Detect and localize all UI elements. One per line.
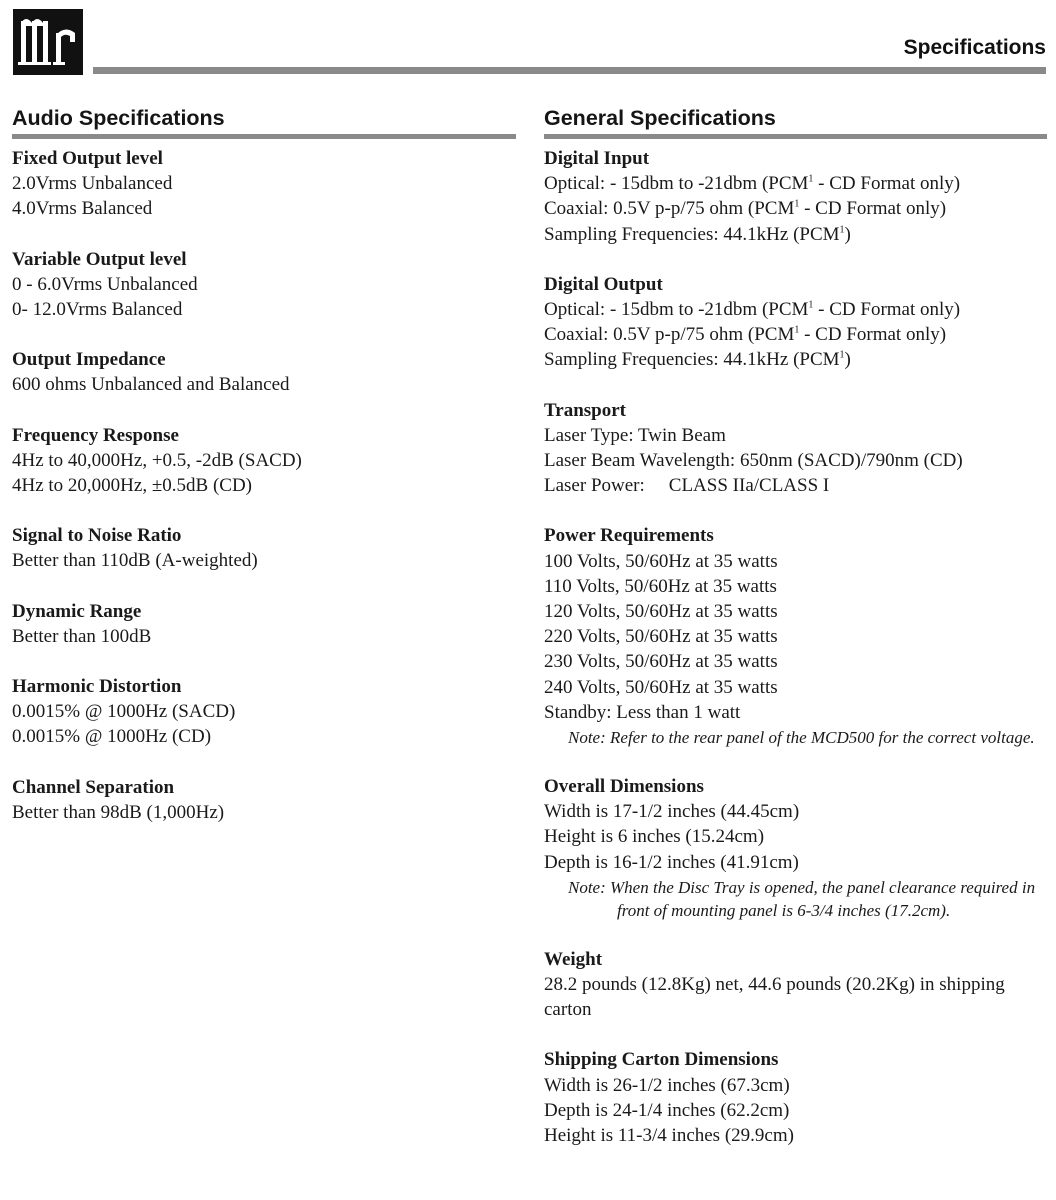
- spec-title: Frequency Response: [12, 424, 179, 446]
- spec-line: 2.0Vrms Unbalanced: [12, 173, 173, 195]
- spec-line-sampling: Sampling Frequencies: 44.1kHz (PCM$^1$): [544, 223, 851, 245]
- audio-specifications-heading: Audio Specifications: [12, 106, 225, 130]
- audio-specifications-column: [12, 104, 516, 850]
- spec-title: Weight: [544, 948, 603, 970]
- spec-line: 110 Volts, 50/60Hz at 35 watts: [544, 575, 777, 597]
- spec-line: 120 Volts, 50/60Hz at 35 watts: [544, 601, 778, 623]
- spec-dynamic-range: [12, 599, 516, 649]
- spec-line: 4.0Vrms Balanced: [12, 198, 153, 220]
- general-heading-rule: [544, 134, 1047, 139]
- spec-transport: [544, 398, 1047, 499]
- spec-line: Better than 110dB (A-weighted): [12, 550, 258, 572]
- spec-title: Dynamic Range: [12, 600, 142, 622]
- spec-power-requirements: [544, 523, 1047, 749]
- spec-digital-output: [544, 272, 1047, 373]
- spec-title: Harmonic Distortion: [12, 676, 182, 698]
- spec-line: 0 - 6.0Vrms Unbalanced: [12, 273, 198, 295]
- spec-line-optical: Optical: - 15dbm to -21dbm (PCM$^1$ - CD Format only): [544, 173, 961, 195]
- spec-line: Standby: Less than 1 watt: [544, 701, 741, 723]
- spec-digital-input: [544, 146, 1047, 247]
- footnote-marker: 1: [839, 224, 845, 236]
- spec-line: Width is 26-1/2 inches (67.3cm): [544, 1074, 790, 1096]
- spec-line: 0- 12.0Vrms Balanced: [12, 299, 183, 321]
- spec-line: Better than 98dB (1,000Hz): [12, 801, 225, 823]
- spec-line: 230 Volts, 50/60Hz at 35 watts: [544, 651, 778, 673]
- page-title: Specifications: [903, 36, 1046, 59]
- spec-line: Width is 17-1/2 inches (44.45cm): [544, 801, 800, 823]
- spec-line: Depth is 16-1/2 inches (41.91cm): [544, 851, 799, 873]
- spec-line-optical: Optical: - 15dbm to -21dbm (PCM$^1$ - CD Format only): [544, 299, 961, 321]
- spec-line-laser-power: Laser Power: CLASS IIa/CLASS I: [544, 475, 830, 497]
- spec-title: Channel Separation: [12, 776, 175, 798]
- spec-channel-separation: [12, 775, 516, 825]
- spec-line-sampling: Sampling Frequencies: 44.1kHz (PCM$^1$): [544, 349, 851, 371]
- spec-title: Digital Output: [544, 273, 663, 295]
- spec-shipping-carton-dimensions: [544, 1047, 1047, 1148]
- spec-weight: [544, 947, 1047, 1023]
- spec-line: 220 Volts, 50/60Hz at 35 watts: [544, 626, 778, 648]
- spec-title: Output Impedance: [12, 349, 166, 371]
- footnote-marker: 1: [808, 299, 814, 311]
- spec-title: Variable Output level: [12, 248, 187, 270]
- mc-logo-icon: [13, 9, 83, 75]
- footnote-marker: 1: [794, 324, 800, 336]
- footnote-marker: 1: [808, 173, 814, 185]
- dimensions-note: Note: When the Disc Tray is opened, the panel clearance required in front of mounting panel is 6-3/4 inches (17.2cm).: [568, 877, 1036, 920]
- spec-title: Digital Input: [544, 148, 650, 169]
- spec-line: Depth is 24-1/4 inches (62.2cm): [544, 1099, 790, 1121]
- spec-line: 28.2 pounds (12.8Kg) net, 44.6 pounds (20.2Kg) in shipping carton: [544, 974, 1005, 1021]
- general-specifications-column: [544, 104, 1047, 1173]
- spec-line: 240 Volts, 50/60Hz at 35 watts: [544, 676, 778, 698]
- spec-line-coaxial: Coaxial: 0.5V p-p/75 ohm (PCM$^1$ - CD Format only): [544, 324, 947, 346]
- spec-overall-dimensions: [544, 774, 1047, 922]
- spec-title: Overall Dimensions: [544, 776, 704, 798]
- spec-line: Laser Type: Twin Beam: [544, 424, 726, 446]
- power-note: Note: Refer to the rear panel of the MCD500 for the correct voltage.: [568, 728, 1035, 748]
- spec-line: 0.0015% @ 1000Hz (SACD): [12, 701, 236, 723]
- spec-title: Fixed Output level: [12, 148, 163, 169]
- footnote-marker: 1: [794, 199, 800, 211]
- spec-title: Shipping Carton Dimensions: [544, 1049, 779, 1071]
- spec-frequency-response: [12, 423, 516, 499]
- spec-line: 0.0015% @ 1000Hz (CD): [12, 726, 212, 748]
- spec-title: Transport: [544, 399, 626, 421]
- spec-line: 100 Volts, 50/60Hz at 35 watts: [544, 550, 778, 572]
- spec-signal-to-noise-ratio: [12, 523, 516, 573]
- spec-line: 4Hz to 20,000Hz, ±0.5dB (CD): [12, 475, 252, 497]
- spec-line: 600 ohms Unbalanced and Balanced: [12, 374, 290, 396]
- spec-output-impedance: [12, 347, 516, 397]
- spec-line: Laser Beam Wavelength: 650nm (SACD)/790nm (CD): [544, 450, 963, 472]
- spec-harmonic-distortion: [12, 674, 516, 750]
- spec-line-coaxial: Coaxial: 0.5V p-p/75 ohm (PCM$^1$ - CD Format only): [544, 198, 947, 220]
- spec-title: Signal to Noise Ratio: [12, 525, 182, 547]
- header-rule: [93, 67, 1046, 74]
- spec-line: Height is 6 inches (15.24cm): [544, 826, 765, 848]
- general-specifications-heading: General Specifications: [544, 106, 776, 130]
- spec-line: Height is 11-3/4 inches (29.9cm): [544, 1125, 794, 1147]
- spec-line: 4Hz to 40,000Hz, +0.5, -2dB (SACD): [12, 449, 302, 471]
- spec-title: Power Requirements: [544, 525, 714, 547]
- audio-heading-rule: [12, 134, 516, 139]
- spec-line: Better than 100dB: [12, 625, 152, 647]
- spec-variable-output-level: [12, 247, 516, 323]
- spec-fixed-output-level: [12, 146, 516, 222]
- mcintosh-logo: [13, 9, 83, 75]
- footnote-marker: 1: [839, 350, 845, 362]
